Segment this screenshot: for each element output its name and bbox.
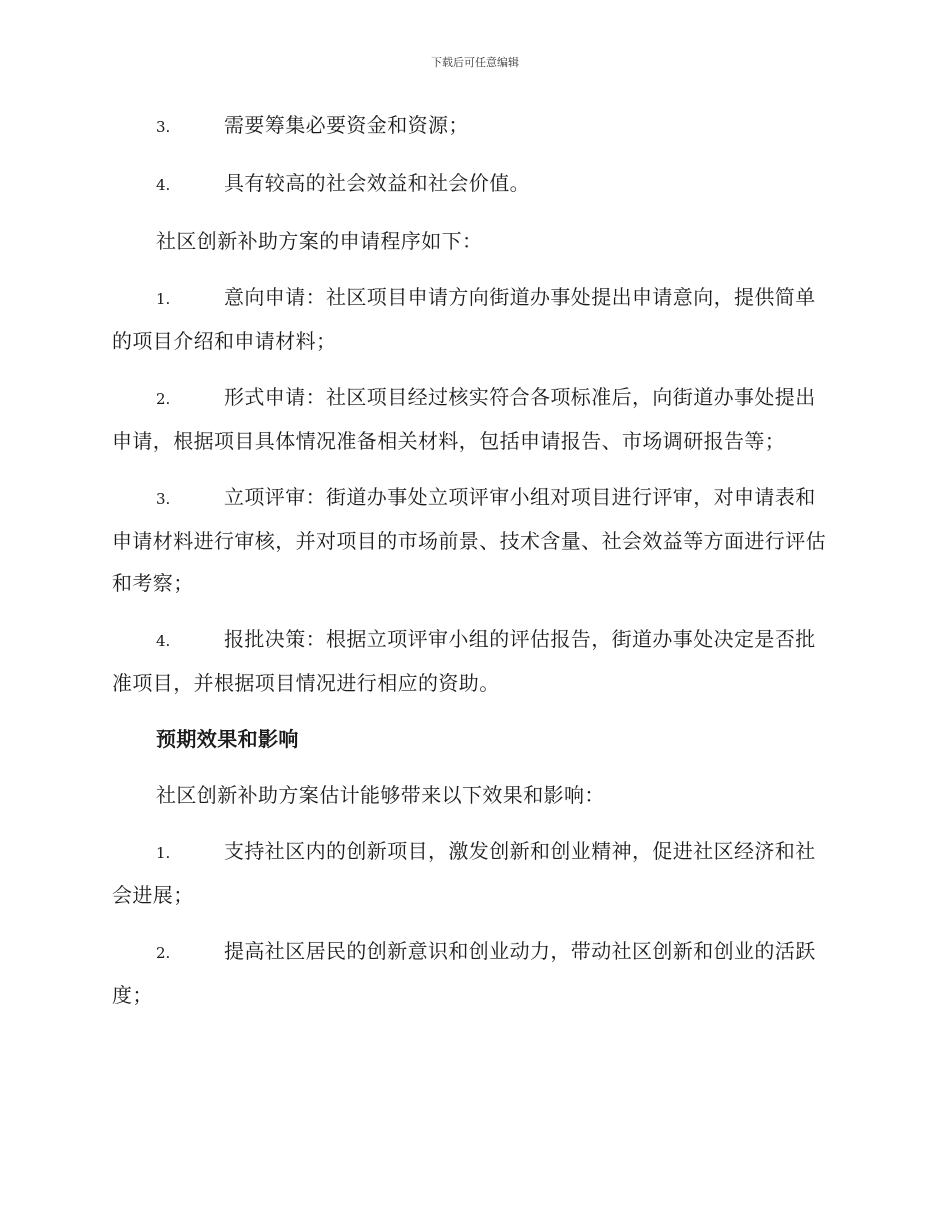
paragraph: 社区创新补助方案的申请程序如下： [156, 229, 483, 253]
list-item-text: 具有较高的社会效益和社会价值。 [224, 171, 530, 195]
page-header: 下载后可任意编辑 [431, 56, 519, 69]
list-item-number: 2. [156, 944, 171, 962]
list-item [112, 618, 834, 704]
list-item [112, 376, 834, 462]
list-item-text: 立项评审：街道办事处立项评审小组对项目进行评审，对申请表和申请材料进行审核，并对项目的市场前景、技术含量、社会效益等方面进行评估和考察； [112, 485, 826, 595]
list-item [112, 162, 834, 206]
section-heading: 预期效果和影响 [156, 727, 299, 751]
list-item-number: 1. [156, 290, 171, 308]
list-item-number: 1. [156, 844, 171, 862]
list-item-text: 提高社区居民的创新意识和创业动力，带动社区创新和创业的活跃度； [112, 939, 816, 1007]
list-item-text: 报批决策：根据立项评审小组的评估报告，街道办事处决定是否批准项目，并根据项目情况进行相应的资助。 [112, 627, 816, 695]
list-item [112, 830, 834, 916]
list-item-text: 需要筹集必要资金和资源； [224, 113, 469, 137]
document-body [112, 104, 834, 1030]
list-item-number: 3. [156, 118, 171, 136]
list-item-text: 支持社区内的创新项目，激发创新和创业精神，促进社区经济和社会进展； [112, 839, 816, 907]
list-item [112, 476, 834, 604]
list-item-text: 形式申请：社区项目经过核实符合各项标准后，向街道办事处提出申请，根据项目具体情况准备相关材料，包括申请报告、市场调研报告等； [112, 385, 816, 453]
list-item [112, 930, 834, 1016]
list-item [112, 104, 834, 148]
list-item-number: 3. [156, 490, 171, 508]
paragraph: 社区创新补助方案估计能够带来以下效果和影响： [156, 783, 605, 807]
list-item-text: 意向申请：社区项目申请方向街道办事处提出申请意向，提供简单的项目介绍和申请材料； [112, 285, 816, 353]
list-item-number: 4. [156, 176, 171, 194]
list-item [112, 276, 834, 362]
list-item-number: 4. [156, 632, 171, 650]
list-item-number: 2. [156, 390, 171, 408]
